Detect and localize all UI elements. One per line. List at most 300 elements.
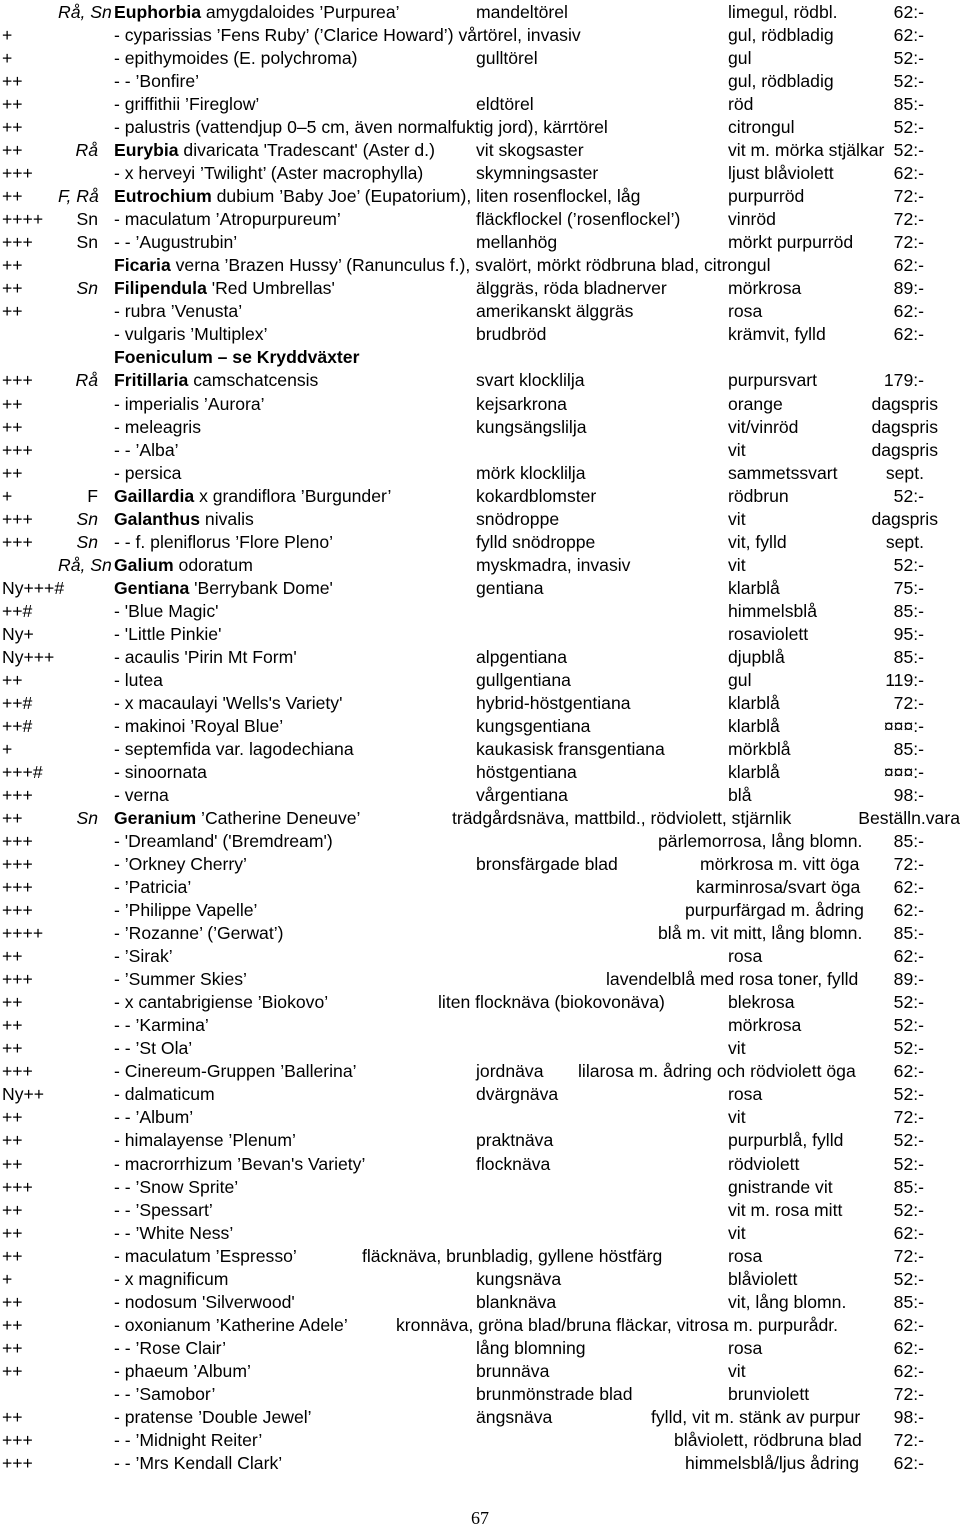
species-cultivar: - imperialis ’Aurora’ bbox=[114, 393, 265, 414]
genus-name: Eurybia bbox=[114, 140, 179, 161]
flower-color: pärlemorrosa, lång blomn. bbox=[658, 831, 863, 852]
swedish-name: fylld snödroppe bbox=[476, 531, 596, 552]
price: 72:- bbox=[893, 1245, 924, 1266]
flower-color: mörkrosa bbox=[728, 278, 802, 299]
price: 85:- bbox=[893, 646, 924, 667]
plant-name bbox=[114, 1314, 348, 1337]
plant-name bbox=[114, 1083, 215, 1106]
flower-color: orange bbox=[728, 393, 783, 414]
catalog-row bbox=[0, 323, 960, 346]
hardiness-rating: ++ bbox=[2, 255, 23, 276]
species-cultivar: - ’Rozanne’ (’Gerwat’) bbox=[114, 923, 284, 944]
plant-name bbox=[114, 1268, 228, 1291]
species-cultivar: ’Catherine Deneuve’ bbox=[196, 808, 361, 829]
catalog-row bbox=[0, 1037, 960, 1060]
catalog-row bbox=[0, 139, 960, 162]
price: 62:- bbox=[893, 1061, 924, 1082]
price: 62:- bbox=[893, 1360, 924, 1381]
hardiness-rating: +++ bbox=[2, 854, 33, 875]
flower-color: gnistrande vit bbox=[728, 1176, 833, 1197]
price: 62:- bbox=[893, 1314, 924, 1335]
catalog-row bbox=[0, 1083, 960, 1106]
plant-name bbox=[114, 1406, 312, 1429]
swedish-name: myskmadra, invasiv bbox=[476, 554, 631, 575]
species-cultivar: - acaulis 'Pirin Mt Form' bbox=[114, 646, 297, 667]
flower-color: vit bbox=[728, 439, 746, 460]
price: Beställn.vara bbox=[858, 808, 960, 829]
flower-color: klarblå bbox=[728, 577, 780, 598]
plant-name bbox=[114, 1199, 213, 1222]
hardiness-rating: +++ bbox=[2, 439, 33, 460]
flower-color: purpurblå, fylld bbox=[728, 1130, 844, 1151]
species-cultivar: 'Berrybank Dome' bbox=[189, 577, 333, 598]
species-cultivar: - rubra ’Venusta’ bbox=[114, 301, 243, 322]
flower-color: lilarosa m. ådring och rödviolett öga bbox=[578, 1061, 856, 1082]
price: dagspris bbox=[871, 439, 938, 460]
plant-name bbox=[114, 1129, 296, 1152]
hardiness-rating: +++ bbox=[2, 1061, 33, 1082]
hardiness-rating: ++ bbox=[2, 1015, 23, 1036]
hardiness-rating: ++ bbox=[2, 94, 23, 115]
swedish-name: kungsnäva bbox=[476, 1268, 562, 1289]
catalog-row bbox=[0, 1, 960, 24]
catalog-row bbox=[0, 807, 960, 830]
swedish-name: skymningsaster bbox=[476, 163, 599, 184]
flower-color: vit bbox=[728, 1107, 746, 1128]
plant-name bbox=[114, 93, 259, 116]
flower-color: mörkblå bbox=[728, 738, 791, 759]
hardiness-rating: ++++ bbox=[2, 923, 44, 944]
site-code: Sn bbox=[76, 808, 98, 829]
price: 98:- bbox=[893, 1406, 924, 1427]
flower-color: rosa bbox=[728, 1084, 763, 1105]
swedish-name: amerikanskt älggräs bbox=[476, 301, 634, 322]
plant-name bbox=[114, 1337, 226, 1360]
flower-color: mörkrosa bbox=[728, 1015, 802, 1036]
site-code: Sn bbox=[76, 209, 98, 230]
flower-color: himmelsblå bbox=[728, 600, 817, 621]
genus-name: Gaillardia bbox=[114, 485, 195, 506]
flower-color: mörkrosa m. vitt öga bbox=[700, 854, 860, 875]
species-cultivar: x grandiflora ’Burgunder’ bbox=[194, 485, 392, 506]
species-cultivar: - x magnificum bbox=[114, 1268, 229, 1289]
plant-name bbox=[114, 715, 283, 738]
catalog-row bbox=[0, 277, 960, 300]
flower-color: rosa bbox=[728, 1337, 763, 1358]
price: dagspris bbox=[871, 416, 938, 437]
price: 85:- bbox=[893, 923, 924, 944]
plant-name bbox=[114, 531, 333, 554]
catalog-row bbox=[0, 1153, 960, 1176]
catalog-row bbox=[0, 439, 960, 462]
catalog-row bbox=[0, 968, 960, 991]
species-cultivar: - nodosum 'Silverwood' bbox=[114, 1291, 295, 1312]
flower-color: vit, fylld bbox=[728, 531, 787, 552]
hardiness-rating: +++ bbox=[2, 370, 33, 391]
flower-color: vit bbox=[728, 554, 746, 575]
flower-color: karminrosa/svart öga bbox=[696, 877, 861, 898]
price: 52:- bbox=[893, 140, 924, 161]
price: 52:- bbox=[893, 1084, 924, 1105]
plant-name bbox=[114, 968, 247, 991]
plant-name bbox=[114, 1, 400, 24]
plant-name bbox=[114, 945, 173, 968]
hardiness-rating: ++ bbox=[2, 1107, 23, 1128]
hardiness-rating: + bbox=[2, 1268, 13, 1289]
hardiness-rating: ++ bbox=[2, 992, 23, 1013]
species-cultivar: 'Red Umbrellas' bbox=[206, 278, 335, 299]
swedish-name: bronsfärgade blad bbox=[476, 854, 618, 875]
catalog-row bbox=[0, 784, 960, 807]
plant-name bbox=[114, 208, 341, 231]
swedish-name: dvärgnäva bbox=[476, 1084, 559, 1105]
species-cultivar: - ’Sirak’ bbox=[114, 946, 173, 967]
swedish-name: praktnäva bbox=[476, 1130, 554, 1151]
plant-name bbox=[114, 254, 771, 277]
species-cultivar: - maculatum ’Atropurpureum’ bbox=[114, 209, 341, 230]
price: 52:- bbox=[893, 1038, 924, 1059]
species-cultivar: - ’Orkney Cherry’ bbox=[114, 854, 247, 875]
price: 85:- bbox=[893, 600, 924, 621]
catalog-row bbox=[0, 876, 960, 899]
species-cultivar: - - ’Midnight Reiter’ bbox=[114, 1429, 263, 1450]
price: ¤¤¤:- bbox=[883, 715, 924, 736]
price: 85:- bbox=[893, 94, 924, 115]
price: 62:- bbox=[893, 1452, 924, 1473]
catalog-row bbox=[0, 485, 960, 508]
catalog-row bbox=[0, 1268, 960, 1291]
species-cultivar: - cyparissias ’Fens Ruby’ (’Clarice Howard’) vårtörel, invasiv bbox=[114, 25, 581, 46]
price: 119:- bbox=[885, 669, 924, 690]
price: 52:- bbox=[893, 1153, 924, 1174]
species-cultivar: - himalayense ’Plenum’ bbox=[114, 1130, 296, 1151]
catalog-row bbox=[0, 646, 960, 669]
catalog-row bbox=[0, 416, 960, 439]
plant-name bbox=[114, 991, 328, 1014]
flower-color: rödbrun bbox=[728, 485, 789, 506]
catalog-row bbox=[0, 738, 960, 761]
plant-name bbox=[114, 853, 247, 876]
hardiness-rating: ++ bbox=[2, 301, 23, 322]
catalog-row bbox=[0, 346, 960, 369]
plant-name bbox=[114, 1452, 282, 1475]
catalog-row bbox=[0, 1360, 960, 1383]
plant-name bbox=[114, 47, 357, 70]
plant-name bbox=[114, 1106, 193, 1129]
catalog-row bbox=[0, 93, 960, 116]
species-cultivar: divaricata 'Tradescant' (Aster d.) bbox=[178, 140, 435, 161]
species-cultivar: - x macaulayi 'Wells's Variety' bbox=[114, 692, 343, 713]
swedish-name: vårgentiana bbox=[476, 785, 568, 806]
species-cultivar: - meleagris bbox=[114, 416, 202, 437]
plant-name bbox=[114, 439, 179, 462]
catalog-row bbox=[0, 1060, 960, 1083]
species-cultivar: - epithymoides (E. polychroma) bbox=[114, 48, 358, 69]
plant-name bbox=[114, 1153, 365, 1176]
species-cultivar: - x cantabrigiense ’Biokovo’ bbox=[114, 992, 329, 1013]
flower-color: rosa bbox=[728, 946, 763, 967]
flower-color: blå m. vit mitt, lång blomn. bbox=[658, 923, 863, 944]
catalog-row bbox=[0, 162, 960, 185]
plant-name bbox=[114, 508, 254, 531]
catalog-row bbox=[0, 991, 960, 1014]
price: 98:- bbox=[893, 785, 924, 806]
flower-color: rosaviolett bbox=[728, 623, 809, 644]
plant-name bbox=[114, 231, 237, 254]
site-code: Sn bbox=[76, 278, 98, 299]
flower-color: himmelsblå/ljus ådring bbox=[685, 1452, 860, 1473]
plant-name bbox=[114, 139, 435, 162]
plant-name bbox=[114, 600, 219, 623]
hardiness-rating: +++ bbox=[2, 232, 33, 253]
species-cultivar: - Cinereum-Gruppen ’Ballerina’ bbox=[114, 1061, 357, 1082]
catalog-row bbox=[0, 1199, 960, 1222]
catalog-row bbox=[0, 531, 960, 554]
price: 52:- bbox=[893, 992, 924, 1013]
hardiness-rating: ++ bbox=[2, 1291, 23, 1312]
swedish-name: fläcknäva, brunbladig, gyllene höstfärg bbox=[362, 1245, 663, 1266]
species-cultivar: - phaeum ’Album’ bbox=[114, 1360, 251, 1381]
site-code: Rå bbox=[75, 370, 98, 391]
plant-name bbox=[114, 116, 608, 139]
plant-name bbox=[114, 554, 253, 577]
price: sept. bbox=[885, 462, 924, 483]
flower-color: gul, rödbladig bbox=[728, 71, 834, 92]
price: 75:- bbox=[893, 577, 924, 598]
price: 62:- bbox=[893, 163, 924, 184]
species-cultivar: - ’Philippe Vapelle’ bbox=[114, 900, 258, 921]
site-code: Sn bbox=[76, 531, 98, 552]
plant-name bbox=[114, 277, 335, 300]
hardiness-rating: +++# bbox=[2, 761, 43, 782]
species-cultivar: - sinoornata bbox=[114, 761, 207, 782]
species-cultivar: - - ’Samobor’ bbox=[114, 1383, 216, 1404]
catalog-row bbox=[0, 922, 960, 945]
swedish-name: kejsarkrona bbox=[476, 393, 567, 414]
catalog-row bbox=[0, 508, 960, 531]
plant-name bbox=[114, 300, 242, 323]
plant-name bbox=[114, 1222, 233, 1245]
plant-name bbox=[114, 899, 257, 922]
hardiness-rating: +++ bbox=[2, 969, 33, 990]
catalog-row bbox=[0, 393, 960, 416]
flower-color: lavendelblå med rosa toner, fylld bbox=[606, 969, 859, 990]
price: 85:- bbox=[893, 738, 924, 759]
swedish-name: brunmönstrade blad bbox=[476, 1383, 633, 1404]
price: 62:- bbox=[893, 255, 924, 276]
hardiness-rating: ++ bbox=[2, 71, 23, 92]
flower-color: vit bbox=[728, 1222, 746, 1243]
site-code: Sn bbox=[76, 508, 98, 529]
catalog-row bbox=[0, 1129, 960, 1152]
species-cultivar: camschatcensis bbox=[188, 370, 319, 391]
flower-color: brunviolett bbox=[728, 1383, 810, 1404]
price: 72:- bbox=[893, 209, 924, 230]
price: 72:- bbox=[893, 232, 924, 253]
hardiness-rating: ++ bbox=[2, 278, 23, 299]
catalog-row bbox=[0, 554, 960, 577]
species-cultivar: - - ’St Ola’ bbox=[114, 1038, 193, 1059]
species-cultivar: - persica bbox=[114, 462, 182, 483]
swedish-name: kungsgentiana bbox=[476, 715, 591, 736]
hardiness-rating: ++ bbox=[2, 1314, 23, 1335]
page-number: 67 bbox=[471, 1508, 489, 1528]
species-cultivar: - makinoi ’Royal Blue’ bbox=[114, 715, 284, 736]
plant-name bbox=[114, 876, 191, 899]
species-cultivar: odoratum bbox=[173, 554, 253, 575]
species-cultivar: - griffithii ’Fireglow’ bbox=[114, 94, 260, 115]
catalog-row bbox=[0, 70, 960, 93]
plant-name bbox=[114, 393, 265, 416]
catalog-row bbox=[0, 669, 960, 692]
species-cultivar: - septemfida var. lagodechiana bbox=[114, 738, 354, 759]
plant-name bbox=[114, 485, 391, 508]
hardiness-rating: ++ bbox=[2, 186, 23, 207]
flower-color: vit bbox=[728, 1360, 746, 1381]
swedish-name: älggräs, röda bladnerver bbox=[476, 278, 667, 299]
flower-color: blåviolett bbox=[728, 1268, 798, 1289]
swedish-name: kaukasisk fransgentiana bbox=[476, 738, 665, 759]
flower-color: purpurröd bbox=[728, 186, 805, 207]
flower-color: vit m. rosa mitt bbox=[728, 1199, 843, 1220]
plant-name bbox=[114, 738, 354, 761]
hardiness-rating: +++ bbox=[2, 163, 33, 184]
catalog-row bbox=[0, 1452, 960, 1475]
plant-name bbox=[114, 323, 268, 346]
price: 52:- bbox=[893, 485, 924, 506]
catalog-row bbox=[0, 1314, 960, 1337]
hardiness-rating: + bbox=[2, 48, 13, 69]
hardiness-rating: ++ bbox=[2, 1337, 23, 1358]
hardiness-rating: ++ bbox=[2, 669, 23, 690]
swedish-name: trädgårdsnäva, mattbild., rödviolett, stjärnlik bbox=[452, 808, 792, 829]
price: ¤¤¤:- bbox=[883, 761, 924, 782]
species-cultivar: - vulgaris ’Multiplex’ bbox=[114, 324, 268, 345]
species-cultivar: - - ’Snow Sprite’ bbox=[114, 1176, 239, 1197]
flower-color: limegul, rödbl. bbox=[728, 2, 838, 22]
catalog-row bbox=[0, 945, 960, 968]
hardiness-rating: +++ bbox=[2, 508, 33, 529]
catalog-row bbox=[0, 24, 960, 47]
hardiness-rating: ++ bbox=[2, 1406, 23, 1427]
catalog-row bbox=[0, 116, 960, 139]
plant-name bbox=[114, 185, 640, 208]
catalog-row bbox=[0, 231, 960, 254]
price: 72:- bbox=[893, 692, 924, 713]
hardiness-rating: +++ bbox=[2, 900, 33, 921]
plant-name bbox=[114, 346, 359, 369]
flower-color: purpurfärgad m. ådring bbox=[685, 900, 864, 921]
species-cultivar: - oxonianum ’Katherine Adele’ bbox=[114, 1314, 348, 1335]
hardiness-rating: ++ bbox=[2, 1130, 23, 1151]
price: 95:- bbox=[893, 623, 924, 644]
species-cultivar: nivalis bbox=[200, 508, 254, 529]
flower-color: sammetssvart bbox=[728, 462, 838, 483]
genus-name: Euphorbia bbox=[114, 2, 201, 22]
species-cultivar: - 'Blue Magic' bbox=[114, 600, 219, 621]
catalog-row bbox=[0, 1383, 960, 1406]
swedish-name: mandeltörel bbox=[476, 2, 568, 22]
catalog-row bbox=[0, 300, 960, 323]
price: 72:- bbox=[893, 1107, 924, 1128]
species-cultivar: - - ’Augustrubin’ bbox=[114, 232, 238, 253]
species-cultivar: - - ’Bonfire’ bbox=[114, 71, 200, 92]
site-code: Rå, Sn bbox=[58, 554, 112, 575]
hardiness-rating: +++ bbox=[2, 1176, 33, 1197]
plant-name bbox=[114, 922, 283, 945]
price: 62:- bbox=[893, 25, 924, 46]
flower-color: klarblå bbox=[728, 715, 780, 736]
hardiness-rating: Ny+++ bbox=[2, 646, 55, 667]
site-code: F, Rå bbox=[58, 186, 99, 207]
species-cultivar: verna ’Brazen Hussy’ (Ranunculus f.), svalört, mörkt rödbruna blad, citrongul bbox=[170, 255, 771, 276]
flower-color: gul bbox=[728, 669, 752, 690]
hardiness-rating: + bbox=[2, 485, 13, 506]
swedish-name: mellanhög bbox=[476, 232, 558, 253]
price: 52:- bbox=[893, 71, 924, 92]
plant-name bbox=[114, 761, 207, 784]
swedish-name: lång blomning bbox=[476, 1337, 586, 1358]
swedish-name: vit skogsaster bbox=[476, 140, 584, 161]
flower-color: vit/vinröd bbox=[728, 416, 799, 437]
catalog-row bbox=[0, 600, 960, 623]
species-cultivar: - verna bbox=[114, 785, 169, 806]
hardiness-rating: + bbox=[2, 738, 13, 759]
flower-color: vinröd bbox=[728, 209, 776, 230]
plant-name bbox=[114, 577, 333, 600]
species-cultivar: - pratense ’Double Jewel’ bbox=[114, 1406, 312, 1427]
price: 52:- bbox=[893, 1199, 924, 1220]
plant-name bbox=[114, 646, 297, 669]
plant-name bbox=[114, 669, 163, 692]
hardiness-rating: ++ bbox=[2, 462, 23, 483]
hardiness-rating: ++# bbox=[2, 715, 33, 736]
price: 52:- bbox=[893, 117, 924, 138]
catalog-row bbox=[0, 715, 960, 738]
swedish-name: fläckflockel (’rosenflockel’) bbox=[476, 209, 681, 230]
species-cultivar: - 'Dreamland' ('Bremdream') bbox=[114, 831, 333, 852]
catalog-row bbox=[0, 577, 960, 600]
catalog-row bbox=[0, 692, 960, 715]
site-code: Sn bbox=[76, 232, 98, 253]
flower-color: ljust blåviolett bbox=[728, 163, 834, 184]
species-cultivar: - maculatum ’Espresso’ bbox=[114, 1245, 297, 1266]
flower-color: gul bbox=[728, 48, 752, 69]
catalog-row bbox=[0, 899, 960, 922]
price: 89:- bbox=[893, 278, 924, 299]
flower-color: blekrosa bbox=[728, 992, 795, 1013]
species-cultivar: - - ’White Ness’ bbox=[114, 1222, 234, 1243]
catalog-row bbox=[0, 1291, 960, 1314]
genus-name: Filipendula bbox=[114, 278, 207, 299]
price: 62:- bbox=[893, 324, 924, 345]
species-cultivar: - - ’Album’ bbox=[114, 1107, 194, 1128]
species-cultivar: - - ’Mrs Kendall Clark’ bbox=[114, 1452, 283, 1473]
swedish-name: kronnäva, gröna blad/bruna fläckar, vitrosa m. purpurådr. bbox=[396, 1314, 839, 1335]
price: 89:- bbox=[893, 969, 924, 990]
flower-color: rosa bbox=[728, 1245, 763, 1266]
catalog-row bbox=[0, 208, 960, 231]
plant-name bbox=[114, 1176, 238, 1199]
site-code: Rå, Sn bbox=[58, 2, 112, 22]
plant-name bbox=[114, 830, 333, 853]
hardiness-rating: +++ bbox=[2, 1429, 33, 1450]
price: 72:- bbox=[893, 1429, 924, 1450]
price: 85:- bbox=[893, 1291, 924, 1312]
price: 72:- bbox=[893, 1383, 924, 1404]
flower-color: rödviolett bbox=[728, 1153, 800, 1174]
flower-color: fylld, vit m. stänk av purpur bbox=[651, 1406, 861, 1427]
